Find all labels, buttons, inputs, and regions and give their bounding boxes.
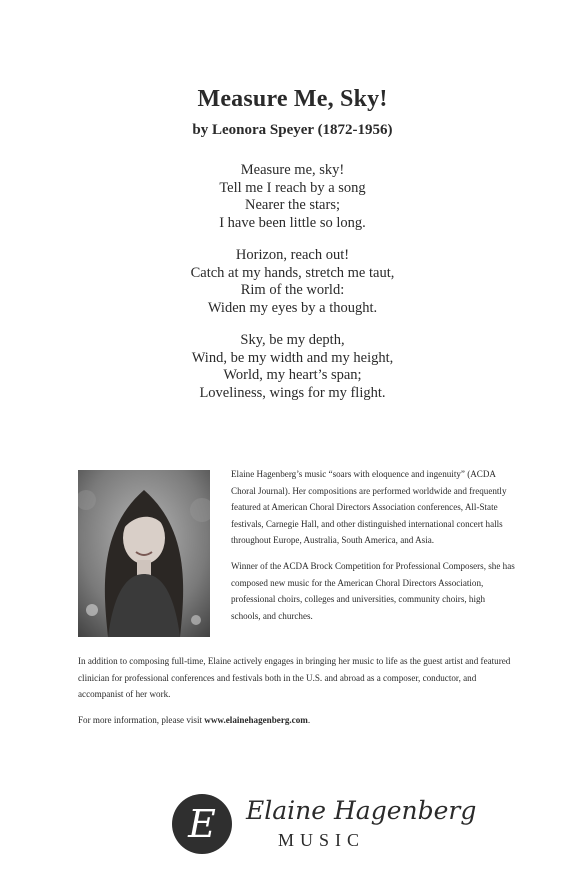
poem-title: Measure Me, Sky! <box>197 86 388 112</box>
bio-paragraph-4 <box>78 712 518 729</box>
poem-line: Tell me I reach by a song <box>219 179 366 196</box>
poem-line: Widen my eyes by a thought. <box>207 299 378 316</box>
composer-portrait-photo <box>78 470 210 637</box>
poem-byline: by Leonora Speyer (1872-1956) <box>192 122 393 138</box>
stanza-1 <box>0 162 585 232</box>
poem-line: Rim of the world: <box>240 282 345 298</box>
more-info-text: For more information, please visit <box>78 714 205 725</box>
stanza-2 <box>0 247 585 317</box>
poem-text <box>0 162 585 417</box>
poem-line: I have been little so long. <box>219 214 366 231</box>
poem-line: Catch at my hands, stretch me taut, <box>190 264 395 281</box>
poem-line: Wind, be my width and my height, <box>191 349 394 366</box>
logo-name: Elaine Hagenberg <box>246 796 477 825</box>
bio-paragraph-1: Elaine Hagenberg’s music “soars with eloquence and ingenuity” (ACDA Choral Journal). Her compositions are performed worldwide and frequently featured at American Choral Directors Association conferences, All-State festivals, Carnegie Hall, and other distinguished international concert halls throughout Europe, Australia, South America, and Asia. <box>231 469 507 546</box>
period: . <box>307 714 311 725</box>
bio-column <box>231 466 516 633</box>
bio-paragraph-3: In addition to composing full-time, Elaine actively engages in bringing her music to life as the guest artist and featured clinician for professional conferences and festivals both in the U.S. and abroad as a composer, conductor, and accompanist of her work. <box>78 656 511 700</box>
website-link[interactable]: www.elainehagenberg.com <box>204 714 308 725</box>
logo-monogram-letter: E <box>188 802 216 846</box>
poem-line: Nearer the stars; <box>244 197 340 213</box>
stanza-3 <box>0 332 585 402</box>
bio-full-width <box>78 653 518 737</box>
poem-line: Horizon, reach out! <box>235 247 350 263</box>
poem-line: Sky, be my depth, <box>240 332 345 348</box>
bio-paragraph-2: Winner of the ACDA Brock Competition for Professional Composers, she has composed new music for the American Choral Directors Association, professional choirs, colleges and universities, community choirs, high schools, and churches. <box>231 560 515 621</box>
poem-line: Loveliness, wings for my flight. <box>199 384 386 401</box>
logo-music: MUSIC <box>278 830 366 850</box>
poem-line: World, my heart’s span; <box>223 367 362 383</box>
poem-line: Measure me, sky! <box>240 162 345 178</box>
logo-monogram-icon <box>171 793 233 855</box>
